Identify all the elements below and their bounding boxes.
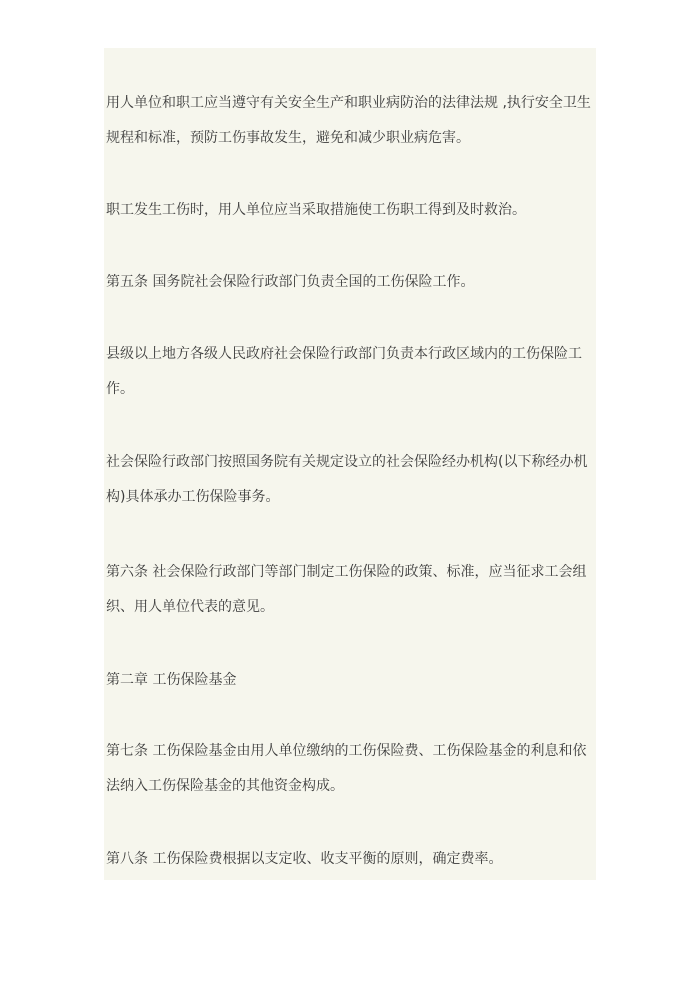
paragraph-local-departments: [106, 337, 598, 407]
article-8: [106, 842, 598, 877]
paragraph-line: 县级以上地方各级人民政府社会保险行政部门负责本行政区域内的工伤保险工: [106, 346, 582, 362]
article-6: [106, 555, 598, 625]
article-7: [106, 734, 598, 804]
paragraph-line: 第五条 国务院社会保险行政部门负责全国的工伤保险工作。: [106, 274, 475, 290]
paragraph-line: 第六条 社会保险行政部门等部门制定工伤保险的政策、标准，应当征求工会组: [106, 564, 587, 580]
paragraph-line: 构)具体承办工伤保险事务。: [106, 489, 280, 505]
paragraph-line: 社会保险行政部门按照国务院有关规定设立的社会保险经办机构(以下称经办机: [106, 454, 588, 470]
chapter-2-heading: [106, 663, 598, 698]
paragraph-line: 织、用人单位代表的意见。: [106, 599, 274, 615]
paragraph-line: 第二章 工伤保险基金: [106, 672, 237, 688]
paragraph-agencies: [106, 445, 598, 515]
paragraph-line: 第八条 工伤保险费根据以支定收、收支平衡的原则，确定费率。: [106, 851, 503, 867]
paragraph-line: 第七条 工伤保险基金由用人单位缴纳的工伤保险费、工伤保险基金的利息和依: [106, 743, 587, 759]
paragraph-line: 规程和标准，预防工伤事故发生，避免和减少职业病危害。: [106, 130, 470, 146]
paragraph-line: 用人单位和职工应当遵守有关安全生产和职业病防治的法律法规 ,执行安全卫生: [106, 95, 591, 111]
article-5: [106, 265, 598, 300]
paragraph-line: 作。: [106, 381, 134, 397]
paragraph-line: 职工发生工伤时，用人单位应当采取措施使工伤职工得到及时救治。: [106, 202, 526, 218]
paragraph-safety-obligation: [106, 86, 598, 156]
paragraph-line: 法纳入工伤保险基金的其他资金构成。: [106, 778, 344, 794]
paragraph-injury-treatment: [106, 193, 598, 228]
